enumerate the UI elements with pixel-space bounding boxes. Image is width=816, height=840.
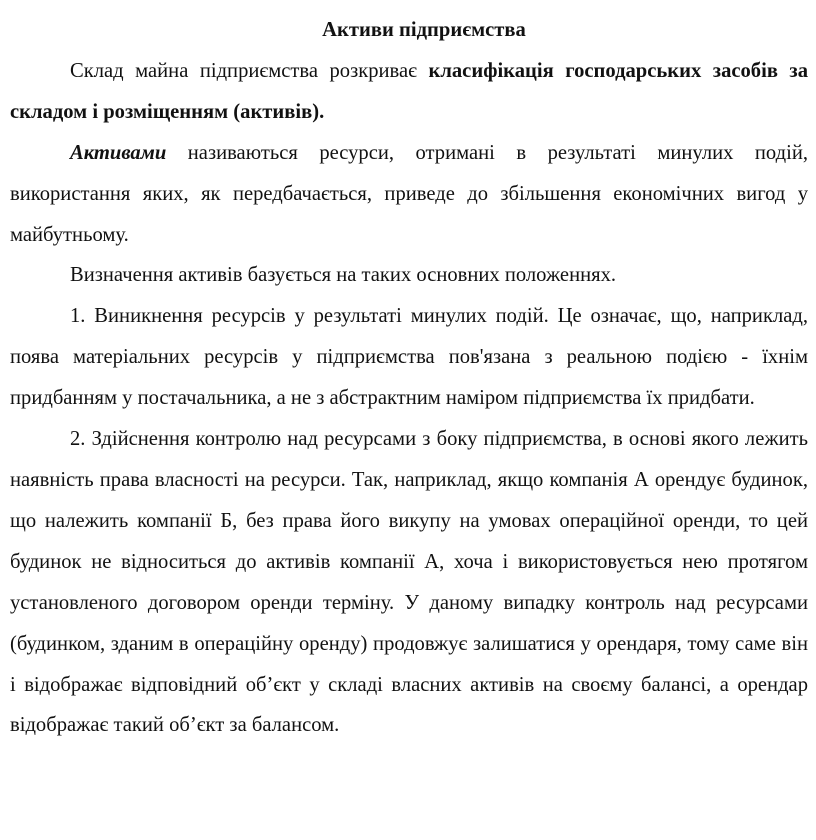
paragraph-assets-definition	[10, 133, 808, 256]
paragraph-composition	[10, 51, 808, 133]
document-title: Активи підприємства	[322, 19, 526, 41]
assets-definition-text: називаються ресурси, отримані в результаті минулих подій, використання яких, як передбачається, приведе до збільшення економічних вигод у майбутньому.	[10, 141, 808, 246]
assets-term: Активами	[70, 141, 167, 164]
paragraph-basis: Визначення активів базується на таких основних положеннях.	[70, 264, 617, 287]
paragraph-point-1: 1. Виникнення ресурсів у результаті минулих подій. Це означає, що, наприклад, поява матеріальних ресурсів у підприємства пов'язана з реальною подією - їхнім придбанням у постачальника, а не з абстрактним наміром підприємства їх придбати.	[10, 305, 808, 410]
paragraph-point-2: 2. Здійснення контролю над ресурсами з боку підприємства, в основі якого лежить наявність права власності на ресурси. Так, наприклад, якщо компанія А орендує будинок, що належить компанії Б, без права його викупу на умовах операційної оренди, то цей будинок не відноситься до активів компанії А, хоча і використовується нею протягом установленого договором оренди терміну. У даному випадку контроль над ресурсами (будинком, зданим в операційну оренду) продовжує залишатися у орендаря, тому саме він і відображає відповідний об’єкт у складі власних активів на своєму балансі, а орендар відображає такий об’єкт за балансом.	[10, 428, 808, 737]
paragraph-composition-text: Склад майна підприємства розкриває	[70, 59, 429, 82]
paragraph-composition-bold: класифікація господарських засобів за складом і розміщенням (активів).	[10, 59, 809, 123]
